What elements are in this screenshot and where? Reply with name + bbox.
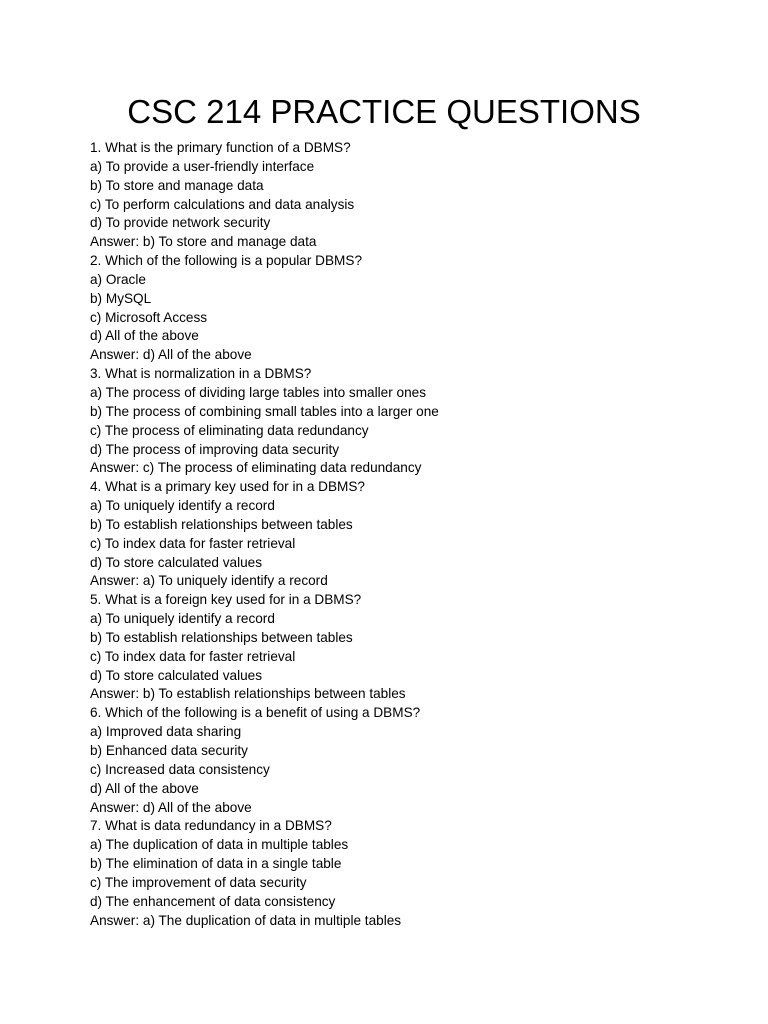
option-d: d) The process of improving data security [90, 441, 340, 457]
question-block-6 [90, 704, 730, 817]
option-c: c) Microsoft Access [90, 309, 208, 325]
question-block-5 [90, 591, 730, 704]
option-b: b) Enhanced data security [90, 743, 248, 758]
answer-text: Answer: a) The duplication of data in multiple tables [90, 912, 402, 928]
question-block-3 [90, 365, 730, 478]
option-a: a) Improved data sharing [90, 724, 242, 740]
option-c: c) To index data for faster retrieval [90, 648, 296, 664]
answer-text: Answer: d) All of the above [90, 799, 252, 815]
option-b: b) MySQL [90, 290, 152, 306]
question-text: 3. What is normalization in a DBMS? [90, 366, 312, 382]
option-d: d) To store calculated values [90, 667, 263, 683]
question-block-2 [90, 252, 730, 365]
question-text: 7. What is data redundancy in a DBMS? [90, 818, 332, 834]
question-text: 4. What is a primary key used for in a DBMS? [90, 479, 365, 495]
question-block-1 [90, 139, 730, 252]
option-a: a) The process of dividing large tables into smaller ones [90, 384, 426, 400]
option-a: a) To uniquely identify a record [90, 611, 275, 627]
option-b: b) To establish relationships between tables [90, 516, 353, 532]
question-list [90, 139, 730, 930]
option-d: d) To store calculated values [90, 554, 263, 570]
answer-text: Answer: c) The process of eliminating data redundancy [90, 460, 422, 476]
option-c: c) The process of eliminating data redundancy [90, 422, 369, 438]
question-text: 1. What is the primary function of a DBMS? [90, 140, 351, 155]
option-a: a) Oracle [90, 271, 146, 287]
option-c: c) To perform calculations and data analysis [90, 196, 355, 212]
option-b: b) The process of combining small tables into a larger one [90, 403, 439, 419]
option-d: d) All of the above [90, 780, 199, 796]
option-d: d) The enhancement of data consistency [90, 893, 336, 909]
option-b: b) To store and manage data [90, 177, 264, 193]
option-d: d) To provide network security [90, 215, 271, 231]
question-text: 2. Which of the following is a popular DBMS? [90, 253, 363, 269]
answer-text: Answer: b) To store and manage data [90, 234, 317, 250]
option-b: b) The elimination of data in a single table [90, 856, 342, 872]
option-a: a) To uniquely identify a record [90, 498, 275, 514]
option-b: b) To establish relationships between tables [90, 629, 353, 645]
answer-text: Answer: d) All of the above [90, 347, 252, 363]
question-text: 6. Which of the following is a benefit of using a DBMS? [90, 705, 421, 721]
option-c: c) To index data for faster retrieval [90, 535, 296, 551]
page-title: CSC 214 PRACTICE QUESTIONS [127, 93, 641, 130]
answer-text: Answer: b) To establish relationships between tables [90, 686, 406, 702]
question-block-4 [90, 478, 730, 591]
option-c: c) The improvement of data security [90, 874, 307, 890]
option-d: d) All of the above [90, 328, 199, 344]
question-text: 5. What is a foreign key used for in a DBMS? [90, 592, 362, 608]
question-block-7 [90, 817, 730, 930]
answer-text: Answer: a) To uniquely identify a record [90, 573, 328, 589]
option-a: a) The duplication of data in multiple tables [90, 837, 349, 853]
option-a: a) To provide a user-friendly interface [90, 158, 315, 174]
option-c: c) Increased data consistency [90, 761, 270, 777]
